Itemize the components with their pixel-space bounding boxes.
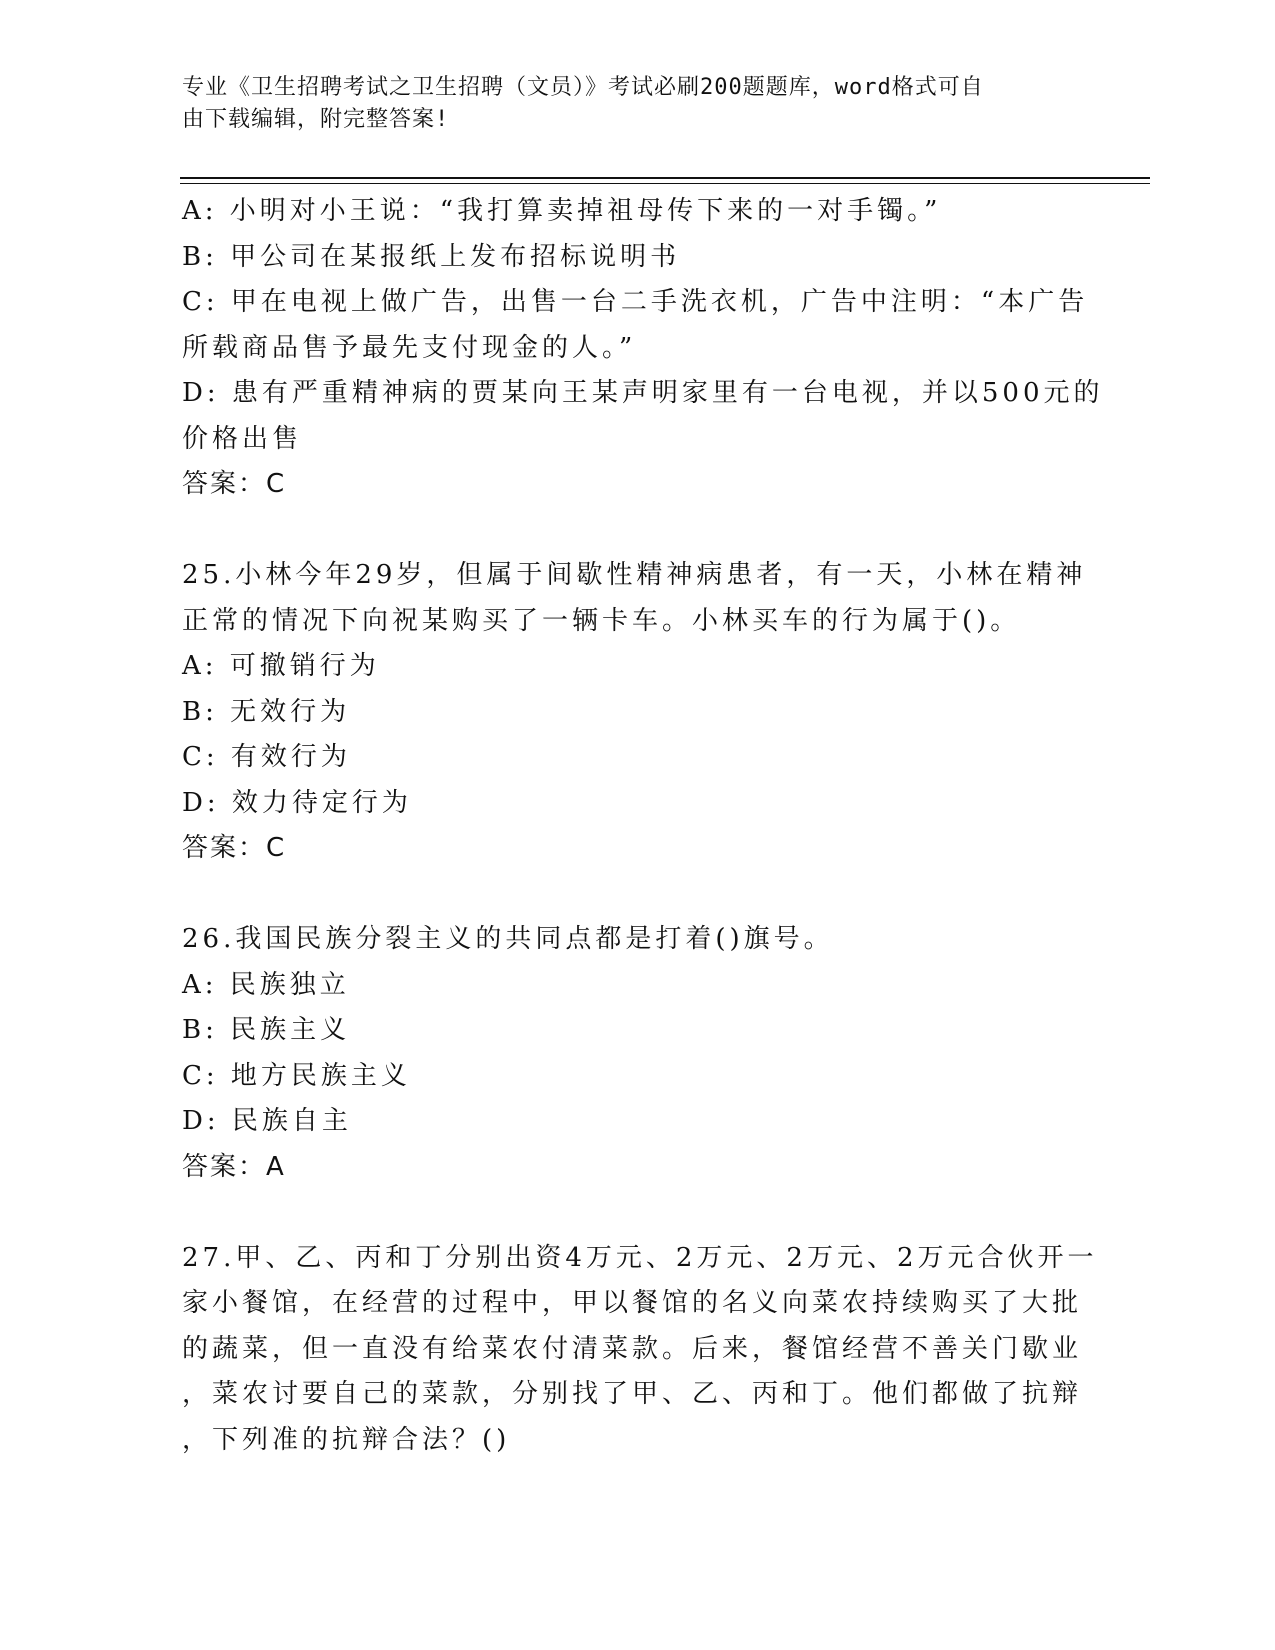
q27-stem-line-1: 27.甲、乙、丙和丁分别出资4万元、2万元、2万元、2万元合伙开一 [182, 1242, 1098, 1273]
q25-answer: 答案：C [182, 833, 287, 863]
q26-option-a: A: 民族独立 [182, 969, 350, 1000]
spacer [182, 508, 1082, 554]
q24-option-a: A: 小明对小王说：“我打算卖掉祖母传下来的一对手镯。” [182, 196, 942, 226]
q24-option-c-line-2: 所载商品售予最先支付现金的人。” [182, 332, 637, 363]
q27-stem-line-5: ，下列准的抗辩合法？() [182, 1424, 511, 1455]
q25-option-b: B: 无效行为 [182, 696, 351, 727]
q27-stem-line-2: 家小餐馆，在经营的过程中，甲以餐馆的名义向菜农持续购买了大批 [182, 1288, 1083, 1318]
question-26-block [182, 917, 1082, 1190]
q25-option-a: A: 可撤销行为 [182, 651, 380, 681]
q24-option-b: B: 甲公司在某报纸上发布招标说明书 [182, 241, 681, 272]
spacer [182, 1190, 1082, 1236]
header-rule-thick [180, 177, 1150, 179]
q26-answer: 答案：A [182, 1151, 286, 1182]
question-24-block [182, 189, 1104, 508]
q27-stem-line-3: 的蔬菜，但一直没有给菜农付清菜款。后来，餐馆经营不善关门歇业 [182, 1333, 1083, 1364]
header-line-1: 专业《卫生招聘考试之卫生招聘（文员）》考试必刷200题题库，word格式可自 [182, 75, 984, 100]
document-header [182, 72, 1062, 136]
document-body [182, 189, 1104, 1463]
q25-stem-line-2: 正常的情况下向祝某购买了一辆卡车。小林买车的行为属于()。 [182, 605, 1021, 636]
spacer [182, 872, 1082, 918]
question-25-block [182, 553, 1087, 872]
header-rule-thin [180, 183, 1150, 184]
question-27-block [182, 1236, 1098, 1464]
q24-option-d-line-2: 价格出售 [182, 423, 303, 454]
q26-option-d: D: 民族自主 [182, 1106, 352, 1136]
q26-stem: 26.我国民族分裂主义的共同点都是打着()旗号。 [182, 924, 834, 954]
q25-stem-line-1: 25.小林今年29岁，但属于间歇性精神病患者，有一天，小林在精神 [182, 560, 1087, 590]
q24-option-d-line-1: D: 患有严重精神病的贾某向王某声明家里有一台电视，并以500元的 [182, 378, 1104, 408]
q26-option-c: C: 地方民族主义 [182, 1060, 411, 1091]
q26-option-b: B: 民族主义 [182, 1015, 351, 1045]
q27-stem-line-4: ，菜农讨要自己的菜款，分别找了甲、乙、丙和丁。他们都做了抗辩 [182, 1379, 1083, 1409]
q25-option-c: C: 有效行为 [182, 742, 351, 772]
q25-option-d: D: 效力待定行为 [182, 787, 412, 818]
q24-answer: 答案：C [182, 469, 287, 499]
header-line-2: 由下载编辑，附完整答案! [182, 107, 450, 132]
q24-option-c-line-1: C: 甲在电视上做广告，出售一台二手洗衣机，广告中注明：“本广告 [182, 287, 1089, 317]
